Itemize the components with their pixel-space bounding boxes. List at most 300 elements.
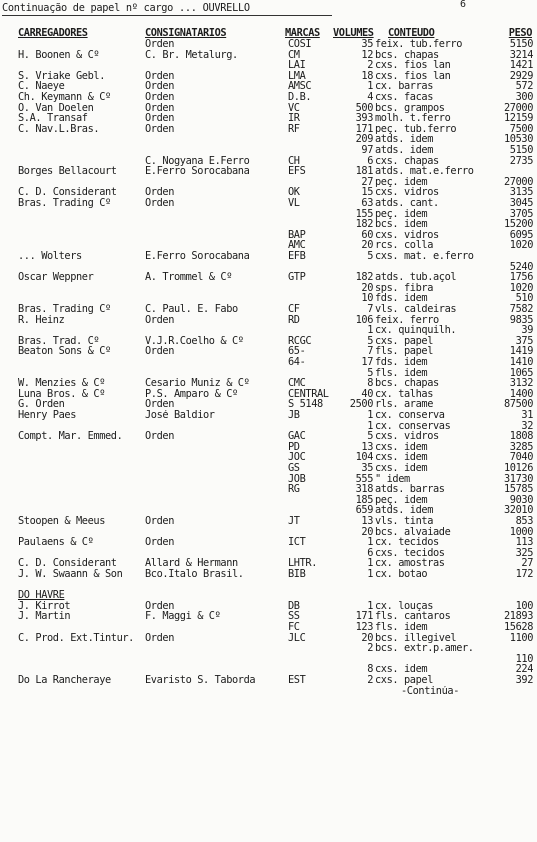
weight-cell: 9835 [509,314,533,325]
content-cell: cxs. fios lan [375,70,451,82]
table-row [0,389,537,400]
volume-count-cell: 63 [361,198,373,209]
weight-cell: 5240 [509,261,533,272]
table-row [0,336,537,347]
weight-cell: 3135 [509,187,533,198]
mark-cell: RG [288,484,300,495]
table-row [0,590,537,601]
shipper-cell: DO HAVRE [18,590,65,601]
content-cell: cxs. papel [375,335,433,347]
content-cell: molh. t.ferro [375,113,451,124]
volume-count-cell: 659 [355,505,373,516]
weight-cell: 325 [515,547,533,559]
table-row [0,664,537,675]
volume-count-cell: 8 [367,378,373,389]
table-row [0,505,537,516]
weight-cell: 5150 [509,39,533,50]
volume-count-cell: 40 [361,388,373,400]
consignee-cell: José Baldior [145,410,215,421]
table-row [0,304,537,315]
weight-cell: 3214 [509,49,533,60]
weight-cell: 10126 [504,463,533,474]
column-header-conteudo: CONTEUDO [388,28,435,39]
content-cell: fls. idem [375,622,428,633]
content-cell: peç. tub.ferro [375,123,457,135]
content-cell: cxs. vidros [375,229,439,241]
column-header-peso: PESO [508,28,532,39]
content-cell: atds. idem [375,145,433,156]
mark-cell: COSI [288,39,312,50]
table-row [0,92,537,103]
table-row [0,442,537,453]
table-row [0,537,537,548]
mark-cell: CM [288,49,300,60]
weight-cell: 1065 [509,367,533,378]
consignee-cell: V.J.R.Coelho & Cº [145,335,244,347]
weight-cell: 12159 [504,113,533,124]
table-row [0,368,537,379]
volume-count-cell: 155 [355,208,373,219]
consignee-cell: Orden [145,431,174,442]
shipper-cell: G. Orden [18,399,65,410]
shipper-cell: H. Boonen & Cº [18,49,100,60]
weight-cell: 572 [515,81,533,92]
volume-count-cell: 10 [361,293,373,304]
shipper-cell: C. D. Considerant [18,187,117,198]
volume-count-cell: 15 [361,187,373,198]
shipper-cell: Ch. Keymann & Cº [18,92,111,103]
table-row [0,134,537,145]
page-mark: 6 [460,0,467,10]
consignee-cell: Evaristo S. Taborda [145,675,256,686]
volume-count-cell: 5 [367,431,373,442]
weight-cell: 1410 [509,357,533,368]
table-row [0,431,537,442]
weight-cell: 6095 [509,229,533,241]
table-row [0,633,537,644]
volume-count-cell: 20 [361,240,373,251]
weight-cell: 100 [515,600,533,612]
mark-cell: SS [288,611,300,622]
volume-count-cell: 20 [361,632,373,643]
weight-cell: 1808 [509,431,533,442]
volume-count-cell: 1 [367,600,373,612]
weight-cell: 7040 [509,452,533,463]
volume-count-cell: 35 [361,39,373,50]
consignee-cell: Orden [145,102,174,113]
table-row [0,315,537,326]
weight-cell: 3705 [509,208,533,219]
shipper-cell: Compt. Mar. Emmed. [18,431,123,442]
weight-cell: 10530 [504,134,533,145]
mark-cell: LHTR. [288,558,317,569]
content-cell: atds. idem [375,134,433,145]
volume-count-cell: 20 [361,526,373,537]
consignee-cell: E.Ferro Sorocabana [145,251,250,262]
weight-cell: 9030 [509,494,533,506]
weight-cell: 31 [521,410,533,421]
mark-cell: GTP [288,272,306,283]
consignee-cell: Orden [145,113,174,124]
content-cell: atds. mat.e.ferro [375,166,474,177]
volume-count-cell: 1 [367,537,373,548]
mark-cell: JOB [288,473,306,484]
mark-cell: AMC [288,240,306,251]
volume-count-cell: 8 [367,664,373,675]
mark-cell: BAP [288,229,306,241]
consignee-cell: Orden [145,516,174,527]
table-row [0,272,537,283]
table-row [0,516,537,527]
volume-count-cell: 171 [355,611,373,622]
volume-count-cell: 5 [367,335,373,347]
weight-cell: 5150 [509,145,533,156]
volume-count-cell: 5 [367,251,373,262]
continuation-title: Continuação de papel nº cargo ... OUVRELLO [2,2,250,14]
table-row [0,262,537,273]
weight-cell: 510 [515,293,533,304]
volume-count-cell: 171 [355,123,373,135]
mark-cell: 64- [288,357,306,368]
weight-cell: 15785 [504,484,533,495]
mark-cell: JB [288,410,300,421]
content-cell: -Continúa- [401,685,459,696]
volume-count-cell: 106 [355,314,373,325]
mark-cell: CH [288,155,300,166]
content-cell: cxs. idem [375,463,428,474]
weight-cell: 853 [515,516,533,527]
shipper-cell: Stoopen & Meeus [18,516,105,527]
table-row [0,103,537,114]
content-cell: atds. barras [375,484,445,495]
content-cell: cx. conserva [375,410,445,421]
consignee-cell: Orden [145,70,174,82]
weight-cell: 110 [515,653,533,665]
content-cell: rcs. colla [375,240,433,251]
mark-cell: JOC [288,452,306,463]
mark-cell: BIB [288,569,306,580]
volume-count-cell: 1 [367,558,373,569]
column-header-marcas: MARCAS [285,28,320,39]
shipper-cell: Borges Bellacourt [18,166,117,177]
weight-cell: 3132 [509,378,533,389]
consignee-cell: E.Ferro Sorocabana [145,166,250,177]
consignee-cell: C. Nogyana E.Ferro [145,155,250,166]
weight-cell: 172 [515,569,533,580]
shipper-cell: O. Van Doelen [18,102,94,113]
volume-count-cell: 1 [367,325,373,336]
table-row [0,580,537,591]
volume-count-cell: 2 [367,643,373,654]
volume-count-cell: 182 [355,219,373,230]
table-row [0,198,537,209]
mark-cell: OK [288,187,300,198]
consignee-cell: Allard & Hermann [145,558,238,569]
volume-count-cell: 35 [361,463,373,474]
weight-cell: 1756 [509,272,533,283]
column-header-carregadores: CARREGADORES [18,28,88,39]
table-row [0,484,537,495]
shipper-cell: R. Heinz [18,314,65,325]
shipper-cell: S.A. Transaf [18,113,88,124]
volume-count-cell: 6 [367,547,373,559]
weight-cell: 31730 [504,473,533,484]
table-row [0,325,537,336]
volume-count-cell: 7 [367,346,373,357]
volume-count-cell: 181 [355,166,373,177]
mark-cell: LAI [288,60,306,71]
content-cell: " idem [375,473,410,484]
weight-cell: 1020 [509,282,533,294]
volume-count-cell: 17 [361,357,373,368]
content-cell: fls. papel [375,346,433,357]
column-header-row [0,28,537,39]
content-cell: peç. idem [375,176,428,188]
content-cell: bcs. grampos [375,102,445,113]
content-cell: bcs. alvaiade [375,526,451,537]
table-row [0,611,537,622]
weight-cell: 1020 [509,240,533,251]
table-row [0,686,537,697]
shipper-cell: S. Vriake Gebl. [18,70,105,82]
table-row [0,357,537,368]
table-row [0,50,537,61]
consignee-cell: P.S. Amparo & Cº [145,388,238,400]
title-rule [2,15,332,16]
content-cell: feix. ferro [375,314,439,325]
shipper-cell: ... Wolters [18,251,82,262]
consignee-cell: Orden [145,92,174,103]
volume-count-cell: 13 [361,441,373,453]
mark-cell: VC [288,102,300,113]
content-cell: cx. amostras [375,558,445,569]
mark-cell: JLC [288,632,306,643]
consignee-cell: Orden [145,346,174,357]
mark-cell: D.B. [288,92,312,103]
content-cell: cxs. tecidos [375,547,445,559]
weight-cell: 1000 [509,526,533,537]
content-cell: bcs. idem [375,219,428,230]
consignee-cell: Orden [145,314,174,325]
consignee-cell: Orden [145,123,174,135]
volume-count-cell: 1 [367,420,373,431]
weight-cell: 3285 [509,441,533,453]
content-cell: fls. cantaros [375,611,451,622]
consignee-cell: Orden [145,600,174,612]
table-row [0,219,537,230]
shipper-cell: J. Martin [18,611,71,622]
shipper-cell: Beaton Sons & Cº [18,346,111,357]
volume-count-cell: 27 [361,176,373,188]
weight-cell: 2929 [509,70,533,82]
table-row [0,463,537,474]
content-cell: cxs. papel [375,675,433,686]
table-row [0,293,537,304]
volume-count-cell: 97 [361,145,373,156]
mark-cell: CENTRAL [288,388,329,400]
volume-count-cell: 12 [361,49,373,60]
weight-cell: 113 [515,537,533,548]
consignee-cell: Orden [145,537,174,548]
volume-count-cell: 2 [367,60,373,71]
shipper-cell: Henry Paes [18,410,76,421]
weight-cell: 27000 [504,102,533,113]
table-row [0,527,537,538]
volume-count-cell: 20 [361,282,373,294]
content-cell: rls. arame [375,399,433,410]
mark-cell: AMSC [288,81,312,92]
mark-cell: JT [288,516,300,527]
column-header-consignatarios: CONSIGNATARIOS [145,28,227,39]
weight-cell: 375 [515,335,533,347]
consignee-cell: Cesario Muniz & Cº [145,378,250,389]
table-row [0,283,537,294]
mark-cell: 65- [288,346,306,357]
mark-cell: DB [288,600,300,612]
content-cell: fls. idem [375,367,428,378]
table-row [0,558,537,569]
content-cell: fds. idem [375,357,428,368]
consignee-cell: Orden [145,187,174,198]
mark-cell: PD [288,441,300,453]
volume-count-cell: 1 [367,410,373,421]
weight-cell: 21893 [504,611,533,622]
shipper-cell: Bras. Trading Cº [18,304,111,315]
table-row [0,251,537,262]
table-row [0,569,537,580]
content-cell: cx. conservas [375,420,451,431]
weight-cell: 87500 [504,399,533,410]
content-cell: fds. idem [375,293,428,304]
volume-count-cell: 185 [355,494,373,506]
volume-count-cell: 209 [355,134,373,145]
weight-cell: 1419 [509,346,533,357]
table-row [0,601,537,612]
table-row [0,177,537,188]
content-cell: cxs. facas [375,92,433,103]
shipper-cell: Bras. Trading Cº [18,198,111,209]
volume-count-cell: 2500 [349,399,373,410]
table-row [0,474,537,485]
shipper-cell: C. D. Considerant [18,558,117,569]
shipper-cell: Luna Bros. & Cº [18,388,105,400]
weight-cell: 1421 [509,60,533,71]
table-row [0,622,537,633]
mark-cell: VL [288,198,300,209]
consignee-cell: Orden [145,198,174,209]
consignee-cell: F. Maggi & Cº [145,611,221,622]
column-header-volumes: VOLUMES [333,28,374,39]
consignee-cell: Orden [145,399,174,410]
mark-cell: EFS [288,166,306,177]
volume-count-cell: 182 [355,272,373,283]
mark-cell: GS [288,463,300,474]
volume-count-cell: 6 [367,155,373,166]
table-row [0,81,537,92]
content-cell: bcs. chapas [375,49,439,60]
content-cell: cxs. fios lan [375,60,451,71]
content-cell: cx. louças [375,600,433,612]
table-row [0,240,537,251]
volume-count-cell: 4 [367,92,373,103]
weight-cell: 27000 [504,176,533,188]
content-cell: sps. fibra [375,282,433,294]
table-row [0,145,537,156]
table-row [0,209,537,220]
volume-count-cell: 5 [367,367,373,378]
content-cell: vls. tinta [375,516,433,527]
table-row [0,39,537,50]
weight-cell: 300 [515,92,533,103]
table-row [0,71,537,82]
content-cell: cx. botao [375,569,428,580]
shipper-cell: C. Nav.L.Bras. [18,123,100,135]
content-cell: cxs. idem [375,452,428,463]
mark-cell: CF [288,304,300,315]
shipper-cell: Paulaens & Cº [18,537,94,548]
content-cell: peç. idem [375,494,428,506]
shipper-cell: W. Menzies & Cº [18,378,105,389]
weight-cell: 32 [521,420,533,431]
volume-count-cell: 1 [367,569,373,580]
content-cell: peç. idem [375,208,428,219]
content-cell: cxs. mat. e.ferro [375,251,474,262]
consignee-cell: Orden [145,81,174,92]
content-cell: cxs. chapas [375,155,439,166]
content-cell: cx. barras [375,81,433,92]
content-cell: bcs. extr.p.amer. [375,643,474,654]
shipper-cell: J. Kirrot [18,600,71,612]
volume-count-cell: 60 [361,229,373,241]
content-cell: vls. caldeiras [375,304,457,315]
volume-count-cell: 7 [367,304,373,315]
shipper-cell: C. Naeye [18,81,65,92]
shipper-cell: J. W. Swaann & Son [18,569,123,580]
mark-cell: LMA [288,70,306,82]
content-cell: feix. tub.ferro [375,39,462,50]
table-row [0,346,537,357]
mark-cell: EST [288,675,306,686]
consignee-cell: C. Br. Metalurg. [145,49,238,60]
weight-cell: 32010 [504,505,533,516]
table-row [0,60,537,71]
weight-cell: 1100 [509,632,533,643]
shipper-cell: Oscar Weppner [18,272,94,283]
content-cell: cxs. idem [375,664,428,675]
table-row [0,421,537,432]
weight-cell: 3045 [509,198,533,209]
volume-count-cell: 123 [355,622,373,633]
table-row [0,166,537,177]
volume-count-cell: 393 [355,113,373,124]
volume-count-cell: 1 [367,81,373,92]
mark-cell: RD [288,314,300,325]
volume-count-cell: 500 [355,102,373,113]
content-cell: atds. cant. [375,198,439,209]
shipper-cell: Do La Rancheraye [18,675,111,686]
table-row [0,675,537,686]
weight-cell: 392 [515,675,533,686]
table-row [0,452,537,463]
content-cell: atds. idem [375,505,433,516]
volume-count-cell: 13 [361,516,373,527]
weight-cell: 7500 [509,123,533,135]
table-row [0,410,537,421]
table-row [0,156,537,167]
mark-cell: S 5148 [288,399,323,410]
weight-cell: 1400 [509,388,533,400]
mark-cell: GAC [288,431,306,442]
